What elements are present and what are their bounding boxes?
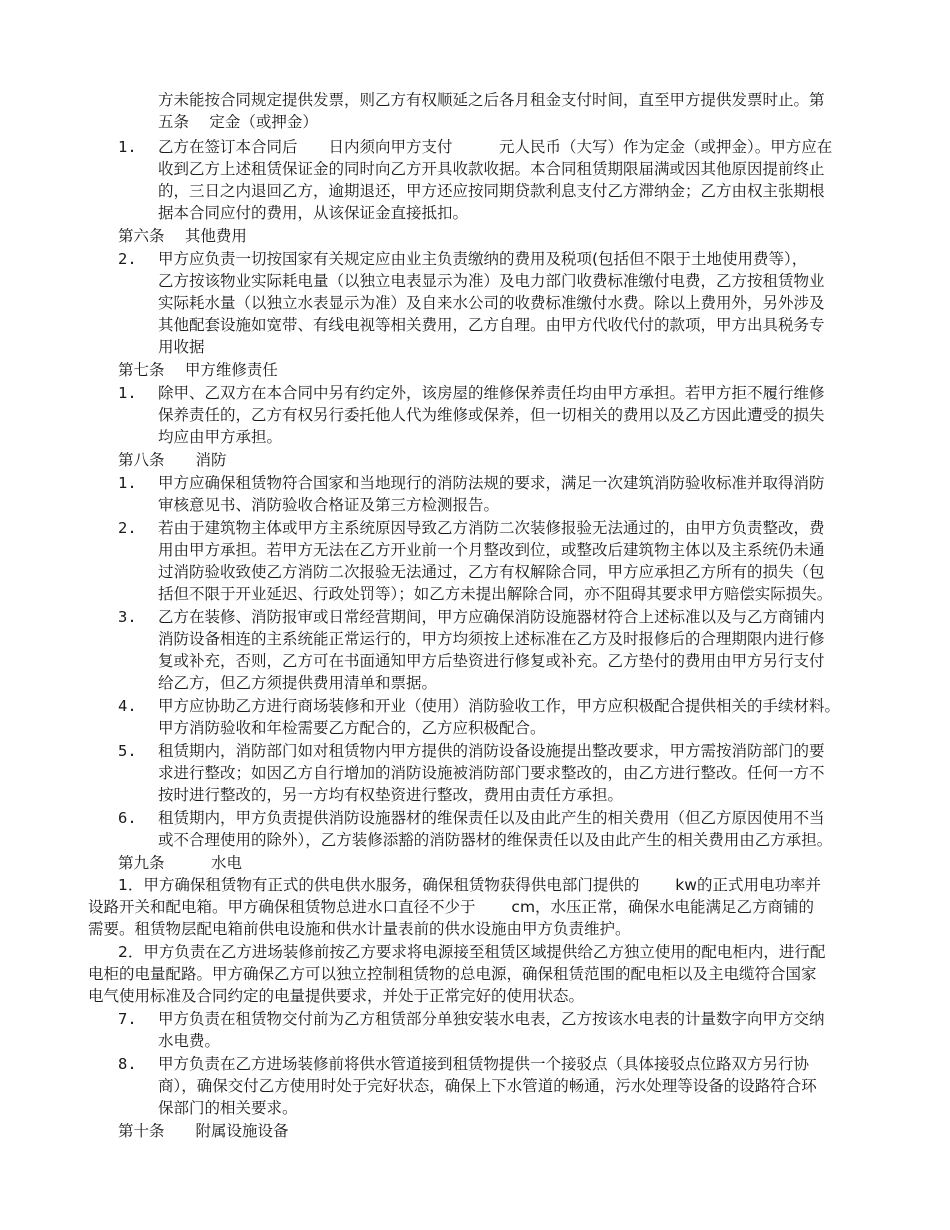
list-item-line: 甲方消防验收和年检需要乙方配合的，乙方应积极配合。 [158, 719, 546, 737]
list-item-number: 1. [118, 384, 137, 402]
list-item-line: 甲方应负责一切按国家有关规定应由业主负责缴纳的费用及税项(包括但不限于土地使用费等）， [158, 250, 808, 268]
list-item-number: 8. [118, 1055, 137, 1073]
list-item-line: 若由于建筑物主体或甲方主系统原因导致乙方消防二次装修报验无法通过的，由甲方负责整改，费 [158, 519, 825, 537]
list-item-line: 保养责任的，乙方有权另行委托他人代为维修或保养，但一切相关的费用以及乙方因此遭受的损失 [158, 406, 825, 424]
list-item-line: 实际耗水量（以独立水表显示为准）及自来水公司的收费标准缴付水费。除以上费用外，另外涉及 [158, 294, 825, 312]
paragraph-line: 1．甲方确保租赁物有正式的供电供水服务，确保租赁物获得供电部门提供的 kw的正式用电功率并 [118, 876, 821, 894]
list-item-line: 用收据 [158, 338, 205, 356]
list-item-line: 过消防验收致使乙方消防二次报验无法通过，乙方有权解除合同，甲方应承担乙方所有的损失（包 [158, 563, 825, 581]
article-8-heading: 第八条 消防 [118, 451, 227, 469]
list-item-line: 据本合同应付的费用，从该保证金直接抵扣。 [158, 204, 469, 222]
list-item-line: 其他配套设施如宽带、有线电视等相关费用，乙方自理。由甲方代收代付的款项，甲方出具税务专 [158, 316, 825, 334]
list-item-line: 的，三日之内退回乙方，逾期退还，甲方还应按同期贷款利息支付乙方滞纳金；乙方由权主张期根 [158, 182, 825, 200]
list-item-number: 1. [118, 138, 137, 156]
list-item-line: 租赁期内，消防部门如对租赁物内甲方提供的消防设备设施提出整改要求，甲方需按消防部门的要 [158, 742, 825, 760]
paragraph-line: 设路开关和配电箱。甲方确保租赁物总进水口直径不少于 cm，水压正常，确保水电能满足乙方商铺的 [88, 898, 815, 916]
list-item-number: 4. [118, 697, 137, 715]
list-item-number: 6. [118, 809, 137, 827]
list-item-line: 用由甲方承担。若甲方无法在乙方开业前一个月整改到位，或整改后建筑物主体以及主系统仍未通 [158, 541, 825, 559]
article-5-heading: 五条 定金（或押金） [158, 113, 318, 131]
list-item-line: 甲方负责在乙方进场装修前将供水管道接到租赁物提供一个接驳点（具体接驳点位路双方另行协 [158, 1055, 810, 1073]
list-item-line: 均应由甲方承担。 [158, 428, 283, 446]
list-item-line: 除甲、乙双方在本合同中另有约定外，该房屋的维修保养责任均由甲方承担。若甲方拒不履行维修 [158, 384, 825, 402]
list-item-line: 乙方在装修、消防报审或日常经营期间，甲方应确保消防设施器材符合上述标准以及与乙方商铺内 [158, 608, 825, 626]
list-item-line: 括但不限于开业延迟、行政处罚等）；如乙方未提出解除合同，亦不阻碍其要求甲方赔偿实际损失。 [158, 585, 833, 603]
paragraph-line: 需要。租赁物层配电箱前供电设施和供水计量表前的供水设施由甲方负责维护。 [88, 920, 631, 938]
article-10-heading: 第十条 附属设施设备 [118, 1122, 289, 1140]
article-9-heading: 第九条 水电 [118, 854, 243, 872]
intro-line: 方未能按合同规定提供发票，则乙方有权顺延之后各月租金支付时间，直至甲方提供发票时止。第 [158, 91, 825, 109]
list-item-number: 1. [118, 474, 137, 492]
list-item-number: 2. [118, 519, 137, 537]
list-item-line: 审核意见书、消防验收合格证及第三方检测报告。 [158, 496, 500, 514]
list-item-number: 7. [118, 1010, 137, 1028]
list-item-line: 按时进行整改的，另一方均有权垫资进行整改，费用由责任方承担。 [158, 786, 624, 804]
list-item-line: 甲方负责在租赁物交付前为乙方租赁部分单独安装水电表，乙方按该水电表的计量数字向甲方交纳 [158, 1010, 825, 1028]
list-item-line: 商），确保交付乙方使用时处于完好状态，确保上下水管道的畅通，污水处理等设备的设路符合环 [158, 1077, 817, 1095]
list-item-line: 复或补充，否则，乙方可在书面通知甲方后垫资进行修复或补充。乙方垫付的费用由甲方另行支付 [158, 652, 825, 670]
paragraph-line: 电气使用标准及合同约定的电量提供要求，并处于正常完好的使用状态。 [88, 987, 585, 1005]
list-item-line: 收到乙方上述租赁保证金的同时向乙方开具收款收据。本合同租赁期限届满或因其他原因提前终止 [158, 160, 825, 178]
list-item-line: 乙方按该物业实际耗电量（以独立电表显示为准）及电力部门收费标准缴付电费，乙方按租赁物业 [158, 272, 825, 290]
article-7-heading: 第七条 甲方维修责任 [118, 361, 278, 379]
list-item-line: 乙方在签订本合同后 日内须向甲方支付 元人民币（大写）作为定金（或押金）。甲方应在 [158, 138, 833, 156]
list-item-line: 甲方应协助乙方进行商场装修和开业（使用）消防验收工作，甲方应积极配合提供相关的手续材料。 [158, 697, 841, 715]
list-item-line: 租赁期内，甲方负责提供消防设施器材的维保责任以及由此产生的相关费用（但乙方原因使用不当 [158, 809, 825, 827]
paragraph-line: 电柜的电量配路。甲方确保乙方可以独立控制租赁物的总电源，确保租赁范围的配电柜以及主电缆符合国家 [88, 965, 817, 983]
list-item-line: 保部门的相关要求。 [158, 1099, 298, 1117]
paragraph-line: 2．甲方负责在乙方进场装修前按乙方要求将电源接至租赁区域提供给乙方独立使用的配电柜内，进行配 [118, 943, 826, 961]
list-item-line: 给乙方，但乙方须提供费用清单和票据。 [158, 674, 438, 692]
list-item-line: 或不合理使用的除外），乙方装修添豁的消防器材的维保责任以及由此产生的相关费用由乙方承担。 [158, 831, 833, 849]
list-item-line: 消防设备相连的主系统能正常运行的，甲方均须按上述标准在乙方及时报修后的合理期限内进行修 [158, 630, 825, 648]
article-6-heading: 第六条 其他费用 [118, 227, 247, 245]
list-item-number: 3. [118, 608, 137, 626]
list-item-line: 甲方应确保租赁物符合国家和当地现行的消防法规的要求，满足一次建筑消防验收标准并取得消防 [158, 474, 825, 492]
list-item-line: 求进行整改；如因乙方自行增加的消防设施被消防部门要求整改的，由乙方进行整改。任何一方不 [158, 764, 825, 782]
list-item-number: 2. [118, 250, 137, 268]
list-item-line: 水电费。 [158, 1032, 221, 1050]
list-item-number: 5. [118, 742, 137, 760]
